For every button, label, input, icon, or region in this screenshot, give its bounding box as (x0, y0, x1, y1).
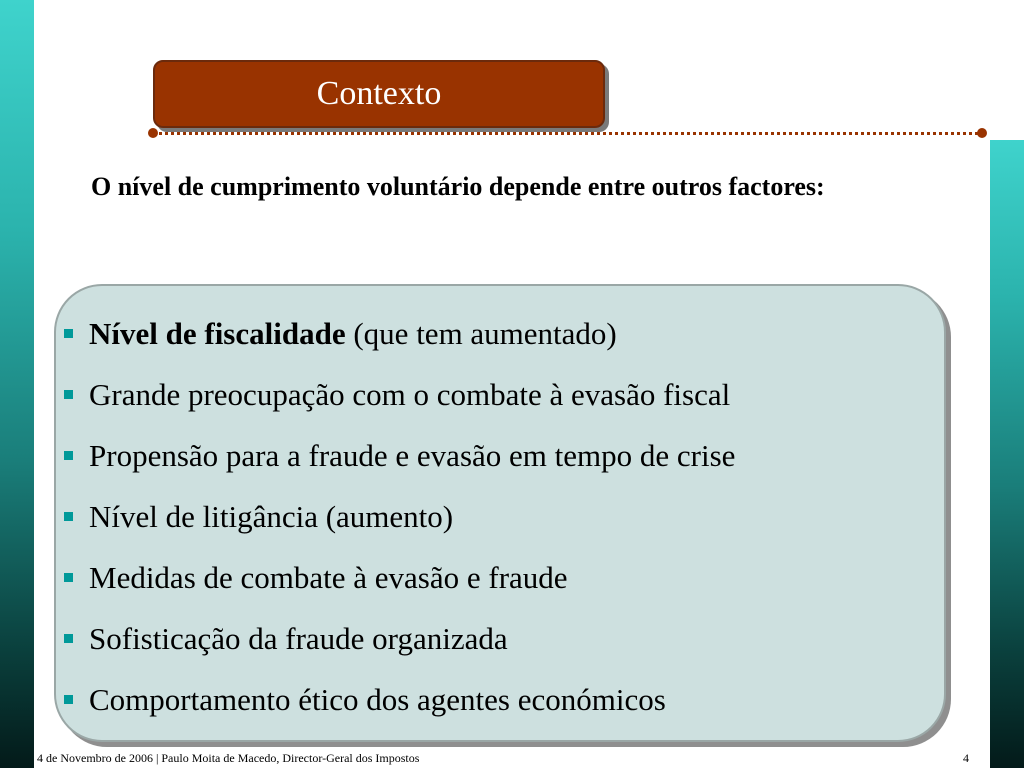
page-number: 4 (963, 751, 969, 765)
title-divider (152, 132, 984, 135)
slide-title: Contexto (316, 75, 442, 112)
bullet-bold-text: Nível de fiscalidade (89, 316, 346, 351)
bullet-item (64, 377, 735, 438)
bullet-text: Medidas de combate à evasão e fraude (89, 560, 568, 595)
bullet-item (64, 560, 735, 621)
bullet-item (64, 499, 735, 560)
right-decorative-bar (990, 140, 1024, 768)
bullet-text: Nível de litigância (aumento) (89, 499, 454, 534)
bullet-text: Propensão para a fraude e evasão em tempo de crise (89, 438, 736, 473)
square-bullet-icon (64, 573, 73, 582)
bullet-list (64, 316, 735, 743)
divider-dot-right (977, 128, 987, 138)
bullet-item (64, 316, 735, 377)
square-bullet-icon (64, 695, 73, 704)
divider-dot-left (148, 128, 158, 138)
footer-text: 4 de Novembro de 2006 | Paulo Moita de Macedo, Director-Geral dos Impostos (37, 751, 420, 765)
square-bullet-icon (64, 512, 73, 521)
square-bullet-icon (64, 634, 73, 643)
bullet-text: Sofisticação da fraude organizada (89, 621, 508, 656)
square-bullet-icon (64, 329, 73, 338)
bullet-text: Grande preocupação com o combate à evasão fiscal (89, 377, 731, 412)
square-bullet-icon (64, 390, 73, 399)
bullet-item (64, 682, 735, 743)
intro-text: O nível de cumprimento voluntário depende entre outros factores: (91, 172, 825, 201)
bullet-text: (que tem aumentado) (345, 316, 617, 351)
bullet-text: Comportamento ético dos agentes económicos (89, 682, 666, 717)
bullet-item (64, 621, 735, 682)
bullet-item (64, 438, 735, 499)
slide-title-box (153, 60, 605, 128)
square-bullet-icon (64, 451, 73, 460)
left-decorative-bar (0, 0, 34, 768)
